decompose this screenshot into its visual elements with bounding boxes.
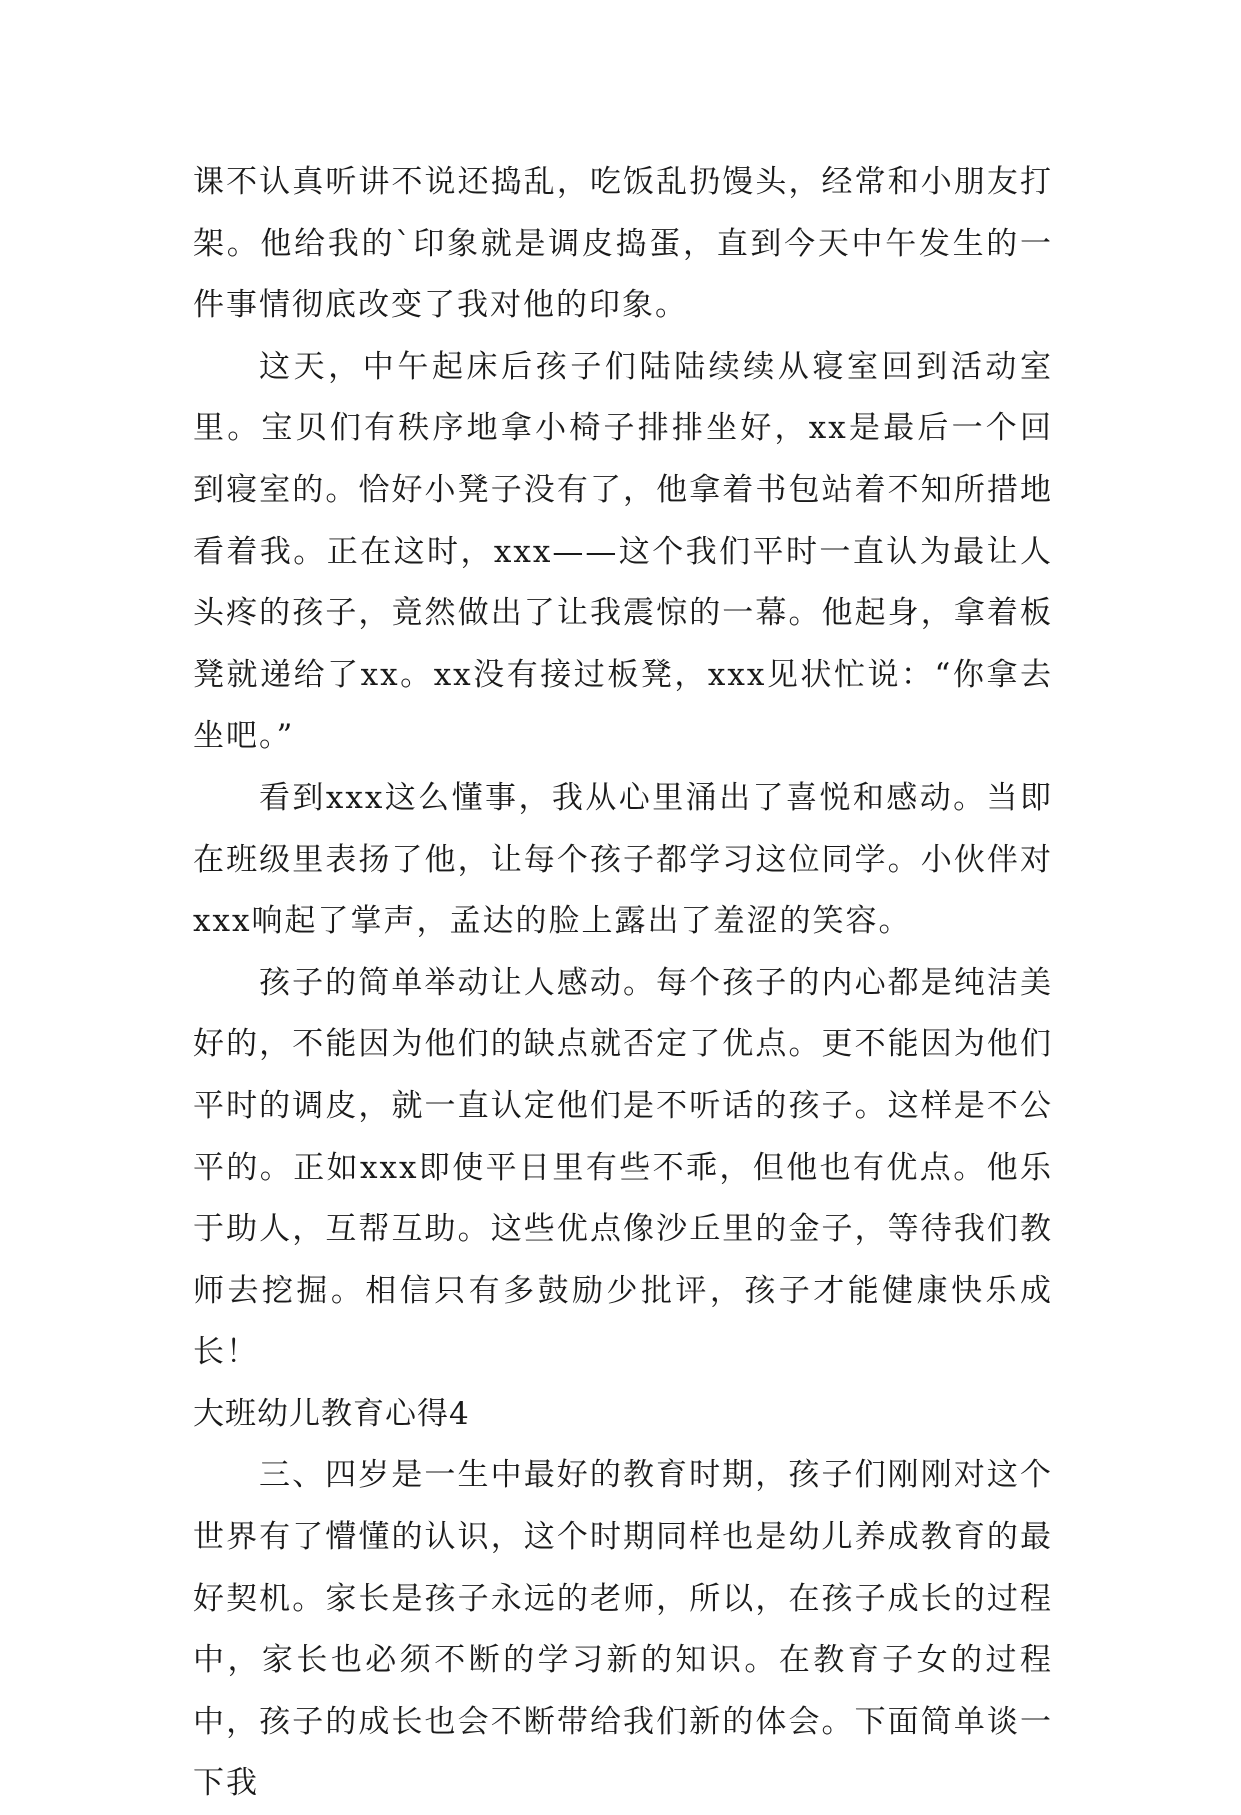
paragraph-praise: 看到xxx这么懂事，我从心里涌出了喜悦和感动。当即在班级里表扬了他，让每个孩子都学习这位同学。小伙伴对xxx响起了掌声，孟达的脸上露出了羞涩的笑容。: [193, 779, 1053, 940]
paragraph-education-period: 三、四岁是一生中最好的教育时期，孩子们刚刚对这个世界有了懵懂的认识，这个时期同样也是幼儿养成教育的最好契机。家长是孩子永远的老师，所以，在孩子成长的过程中，家长也必须不断的学习新的知识。在教育子女的过程中，孩子的成长也会不断带给我们新的体会。下面简单谈一下我: [193, 1457, 1053, 1802]
document-body: [193, 152, 1053, 1815]
paragraph-chair-story: 这天，中午起床后孩子们陆陆续续从寝室回到活动室里。宝贝们有秩序地拿小椅子排排坐好，xx是最后一个回到寝室的。恰好小凳子没有了，他拿着书包站着不知所措地看着我。正在这时，xxx——这个我们平时一直认为最让人头疼的孩子，竟然做出了让我震惊的一幕。他起身，拿着板凳就递给了xx。xx没有接过板凳，xxx见状忙说：“你拿去坐吧。”: [193, 348, 1053, 755]
section-heading: 大班幼儿教育心得4: [193, 1395, 470, 1432]
paragraph-reflection: 孩子的简单举动让人感动。每个孩子的内心都是纯洁美好的，不能因为他们的缺点就否定了优点。更不能因为他们平时的调皮，就一直认定他们是不听话的孩子。这样是不公平的。正如xxx即使平日里有些不乖，但他也有优点。他乐于助人，互帮互助。这些优点像沙丘里的金子，等待我们教师去挖掘。相信只有多鼓励少批评，孩子才能健康快乐成长！: [193, 964, 1053, 1371]
paragraph-continuation: 课不认真听讲不说还捣乱，吃饭乱扔馒头，经常和小朋友打架。他给我的`印象就是调皮捣蛋，直到今天中午发生的一件事情彻底改变了我对他的印象。: [193, 164, 1053, 324]
